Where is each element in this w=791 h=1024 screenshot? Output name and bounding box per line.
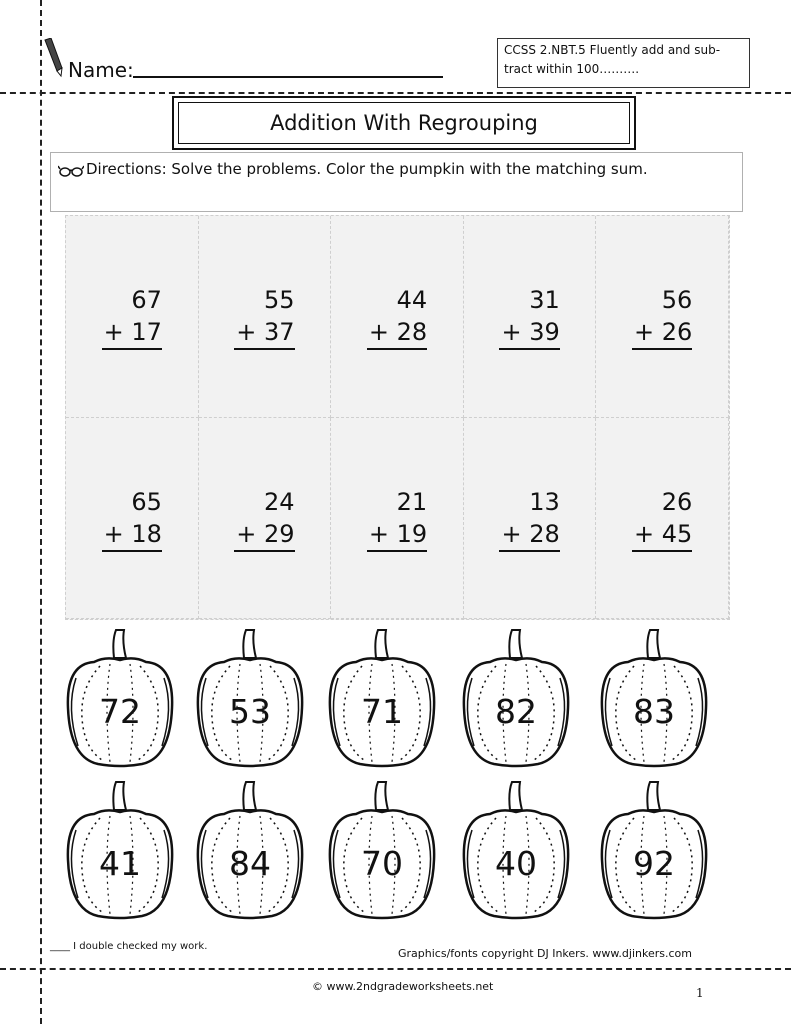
problem-stack <box>234 284 294 350</box>
problem-cell <box>66 418 199 620</box>
pumpkin-sum-label: 72 <box>99 692 141 731</box>
addend-bottom: + 39 <box>499 316 559 350</box>
pumpkin-sum-label: 84 <box>229 844 271 883</box>
double-check-line: ____ I double checked my work. <box>50 941 208 952</box>
problem-cell <box>331 216 464 418</box>
addend-bottom: + 29 <box>234 518 294 552</box>
name-label: Name: <box>68 58 134 82</box>
pumpkin-sum-label: 71 <box>361 692 403 731</box>
addition-problem <box>464 486 596 552</box>
bottom-dashed-line <box>0 968 791 970</box>
addend-bottom: + 19 <box>367 518 427 552</box>
addition-problem <box>199 486 331 552</box>
pumpkin-answer[interactable] <box>326 780 438 920</box>
pencil-icon <box>42 38 66 78</box>
addition-problem <box>464 284 596 350</box>
pumpkin-sum-label: 92 <box>633 844 675 883</box>
addend-bottom: + 37 <box>234 316 294 350</box>
pumpkin-answer[interactable] <box>326 628 438 768</box>
problem-stack <box>102 284 162 350</box>
addend-top: 56 <box>661 286 693 314</box>
pumpkin-answer[interactable] <box>64 628 176 768</box>
page-title: Addition With Regrouping <box>178 102 630 144</box>
pumpkin-answer[interactable] <box>64 780 176 920</box>
addition-problem <box>66 486 198 552</box>
glasses-icon <box>58 163 84 179</box>
problem-stack <box>367 486 427 552</box>
addend-bottom: + 26 <box>632 316 692 350</box>
problem-cell <box>66 216 199 418</box>
top-dashed-line <box>0 92 791 94</box>
addend-bottom: + 28 <box>367 316 427 350</box>
problem-cell <box>331 418 464 620</box>
standard-box <box>497 38 750 88</box>
directions-text: Directions: Solve the problems. Color the pumpkin with the matching sum. <box>86 160 648 178</box>
addend-top: 26 <box>661 487 693 516</box>
pumpkin-answer[interactable] <box>194 628 306 768</box>
addend-top: 21 <box>396 487 428 516</box>
addend-bottom: + 17 <box>102 316 162 350</box>
problem-stack <box>234 486 294 552</box>
copyright-text: Graphics/fonts copyright DJ Inkers. www.djinkers.com <box>398 947 692 960</box>
title-box <box>172 96 636 150</box>
addition-problem <box>199 284 331 350</box>
pumpkin-sum-label: 83 <box>633 692 675 731</box>
problem-cell <box>596 418 729 620</box>
pumpkin-answer[interactable] <box>460 780 572 920</box>
problem-stack <box>499 284 559 350</box>
problem-cell <box>464 216 597 418</box>
addend-bottom: + 45 <box>632 518 692 552</box>
pumpkin-sum-label: 82 <box>495 692 537 731</box>
problem-stack <box>499 486 559 552</box>
pumpkin-answer[interactable] <box>460 628 572 768</box>
addend-top: 55 <box>263 286 295 314</box>
addition-problem <box>331 284 463 350</box>
problem-cell <box>596 216 729 418</box>
standard-line-1: CCSS 2.NBT.5 Fluently add and sub- <box>504 43 721 57</box>
problem-grid <box>65 215 730 620</box>
addend-top: 44 <box>396 286 428 314</box>
site-footer: © www.2ndgradeworksheets.net <box>312 980 494 993</box>
addend-top: 13 <box>529 487 560 516</box>
addend-bottom: + 28 <box>499 518 559 552</box>
problem-cell <box>199 418 332 620</box>
addend-top: 67 <box>131 286 162 314</box>
addition-problem <box>331 486 463 552</box>
pumpkin-answer[interactable] <box>598 780 710 920</box>
pumpkin-sum-label: 40 <box>495 844 537 883</box>
addend-bottom: + 18 <box>102 518 162 552</box>
addition-problem <box>66 284 198 350</box>
addition-problem <box>596 486 728 552</box>
page-number: 1 <box>696 986 704 1000</box>
problem-cell <box>199 216 332 418</box>
pumpkin-answer[interactable] <box>194 780 306 920</box>
problem-stack <box>367 284 427 350</box>
name-field[interactable] <box>133 76 443 78</box>
pumpkin-sum-label: 41 <box>99 844 141 883</box>
pumpkin-sum-label: 70 <box>361 844 403 883</box>
addend-top: 24 <box>263 487 295 516</box>
pumpkin-sum-label: 53 <box>229 692 271 731</box>
problem-stack <box>632 284 692 350</box>
addition-problem <box>596 284 728 350</box>
left-dashed-line <box>40 0 42 1024</box>
addend-top: 65 <box>131 487 162 516</box>
problem-stack <box>102 486 162 552</box>
problem-stack <box>632 486 692 552</box>
problem-cell <box>464 418 597 620</box>
pumpkin-answer[interactable] <box>598 628 710 768</box>
standard-line-2: tract within 100………. <box>504 62 640 76</box>
addend-top: 31 <box>529 286 560 314</box>
